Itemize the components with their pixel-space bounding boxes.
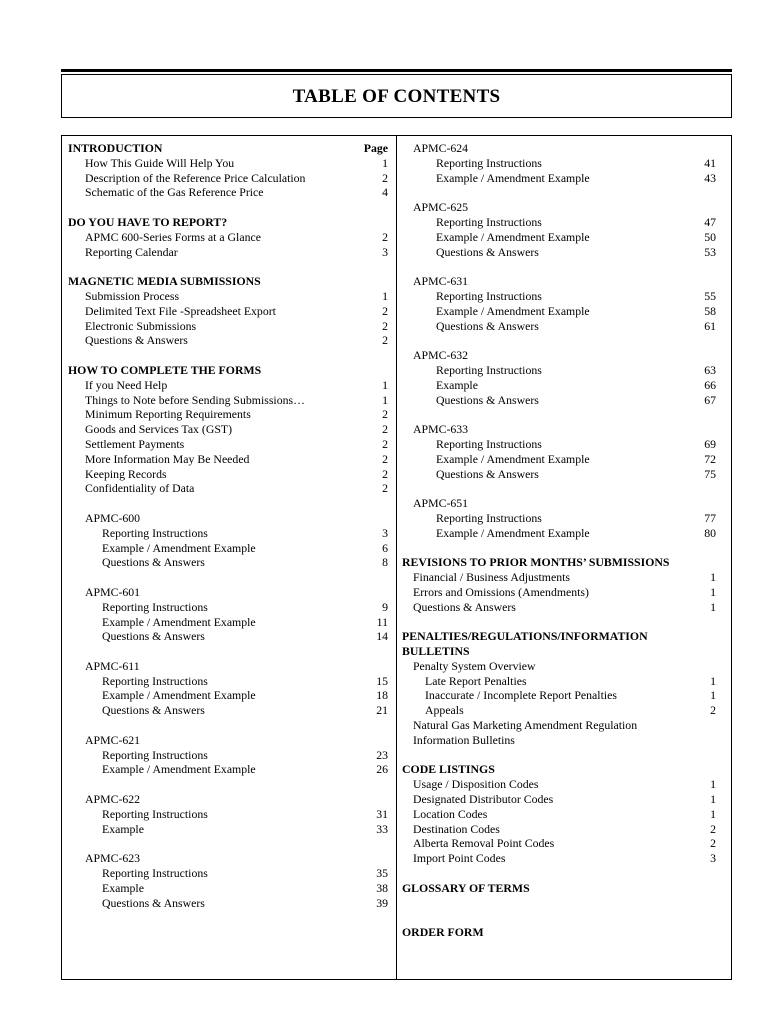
toc-entry-label: CODE LISTINGS xyxy=(402,762,495,777)
toc-entry[interactable] xyxy=(68,467,388,482)
toc-page-number: 41 xyxy=(704,155,716,170)
toc-entry-label: Questions & Answers xyxy=(436,392,539,407)
toc-entry[interactable] xyxy=(68,333,388,348)
toc-entry-label: Late Report Penalties xyxy=(425,673,527,688)
toc-page-number: 1 xyxy=(710,570,716,585)
toc-entry-label: ORDER FORM xyxy=(402,925,484,940)
toc-entry-label: Example / Amendment Example xyxy=(102,614,256,629)
toc-entry-label: Example / Amendment Example xyxy=(436,170,590,185)
toc-entry-label: Financial / Business Adjustments xyxy=(413,570,570,585)
toc-entry-label: Questions & Answers xyxy=(436,244,539,259)
spacer xyxy=(68,200,388,215)
spacer xyxy=(68,348,388,363)
toc-entry-label: Reporting Instructions xyxy=(102,747,208,762)
toc-entry[interactable] xyxy=(402,319,716,334)
toc-page-number: 2 xyxy=(382,436,388,451)
toc-entry[interactable] xyxy=(68,659,388,674)
toc-page-number: 47 xyxy=(704,214,716,229)
toc-page-number: 38 xyxy=(376,880,388,895)
toc-entry[interactable] xyxy=(402,141,716,156)
toc-page-number: 72 xyxy=(704,451,716,466)
spacer xyxy=(402,866,716,881)
toc-entry[interactable] xyxy=(402,688,716,703)
toc-entry-label: Reporting Instructions xyxy=(102,866,208,881)
toc-entry-label: MAGNETIC MEDIA SUBMISSIONS xyxy=(68,274,261,289)
toc-entry-label: Inaccurate / Incomplete Report Penalties xyxy=(425,688,617,703)
toc-entry[interactable] xyxy=(68,762,388,777)
toc-entry[interactable] xyxy=(68,615,388,630)
toc-entry[interactable] xyxy=(402,659,716,674)
toc-entry-label: How This Guide Will Help You xyxy=(85,155,235,170)
toc-entry[interactable] xyxy=(68,703,388,718)
toc-entry-label: Example / Amendment Example xyxy=(102,688,256,703)
toc-entry-label: Reporting Instructions xyxy=(436,436,542,451)
spacer xyxy=(68,496,388,511)
toc-entry-label: APMC-621 xyxy=(85,732,141,747)
toc-entry[interactable] xyxy=(402,437,716,452)
toc-entry-label: Delimited Text File -Spreadsheet Export xyxy=(85,303,276,318)
toc-page-number: 1 xyxy=(382,288,388,303)
toc-page-number: 1 xyxy=(710,792,716,807)
toc-entry-label: Example / Amendment Example xyxy=(102,762,256,777)
toc-right-column xyxy=(402,141,716,940)
toc-page-number: 3 xyxy=(382,525,388,540)
toc-entry[interactable] xyxy=(68,555,388,570)
toc-entry[interactable] xyxy=(402,674,716,689)
toc-entry[interactable] xyxy=(402,600,716,615)
spacer xyxy=(402,333,716,348)
toc-page-number: 63 xyxy=(704,362,716,377)
spacer xyxy=(68,836,388,851)
toc-section-heading[interactable] xyxy=(402,629,716,644)
toc-entry-label: REVISIONS TO PRIOR MONTHS’ SUBMISSIONS xyxy=(402,555,670,570)
toc-entry[interactable] xyxy=(402,585,716,600)
toc-entry-label: Reporting Instructions xyxy=(436,510,542,525)
toc-entry-label: Import Point Codes xyxy=(413,851,506,866)
toc-entry-label: INTRODUCTION xyxy=(68,141,163,155)
toc-page-number: 14 xyxy=(376,629,388,644)
toc-page-number: 2 xyxy=(710,703,716,718)
page-title: TABLE OF CONTENTS xyxy=(292,86,501,107)
toc-entry[interactable] xyxy=(68,748,388,763)
toc-page-number: 2 xyxy=(382,451,388,466)
toc-page-number: 15 xyxy=(376,673,388,688)
toc-entry[interactable] xyxy=(68,851,388,866)
toc-entry-label: Reporting Instructions xyxy=(436,155,542,170)
spacer xyxy=(68,644,388,659)
toc-entry-label: APMC-625 xyxy=(413,200,469,215)
toc-entry-label: Reporting Instructions xyxy=(102,599,208,614)
toc-entry-label: Settlement Payments xyxy=(85,436,185,451)
toc-page-number: 1 xyxy=(382,392,388,407)
toc-entry-label: Example / Amendment Example xyxy=(436,451,590,466)
toc-entry-label: Things to Note before Sending Submissions… xyxy=(85,392,305,407)
toc-page-number: 2 xyxy=(382,303,388,318)
toc-entry[interactable] xyxy=(402,171,716,186)
toc-entry[interactable] xyxy=(402,245,716,260)
toc-page-number: 2 xyxy=(382,481,388,496)
toc-entry-label: BULLETINS xyxy=(402,644,470,659)
toc-entry-label: APMC-600 xyxy=(85,510,141,525)
toc-entry-label: Destination Codes xyxy=(413,821,500,836)
toc-entry[interactable] xyxy=(402,733,716,748)
toc-entry[interactable] xyxy=(68,245,388,260)
toc-entry-label: Goods and Services Tax (GST) xyxy=(85,422,233,437)
toc-page-number: 50 xyxy=(704,229,716,244)
toc-entry[interactable] xyxy=(68,792,388,807)
toc-page-number: 67 xyxy=(704,392,716,407)
toc-page-number: 1 xyxy=(710,599,716,614)
toc-page-number: 8 xyxy=(382,555,388,570)
title-top-rule xyxy=(61,69,732,72)
toc-entry-label: APMC 600-Series Forms at a Glance xyxy=(85,229,261,244)
toc-page-number: 2 xyxy=(382,466,388,481)
toc-left-column xyxy=(68,141,388,910)
toc-entry[interactable] xyxy=(68,171,388,186)
toc-page-number: 1 xyxy=(710,777,716,792)
toc-entry-label: APMC-633 xyxy=(413,422,469,437)
toc-entry-label: Reporting Instructions xyxy=(436,362,542,377)
toc-section-heading[interactable] xyxy=(68,141,388,156)
toc-page-number: 1 xyxy=(710,688,716,703)
toc-page-number: 2 xyxy=(382,407,388,422)
toc-entry-label: Electronic Submissions xyxy=(85,318,197,333)
toc-entry-label: Confidentiality of Data xyxy=(85,481,195,496)
toc-entry[interactable] xyxy=(402,777,716,792)
toc-page-number: 3 xyxy=(382,244,388,259)
toc-section-heading[interactable] xyxy=(402,762,716,777)
toc-entry-label: Example xyxy=(102,880,144,895)
toc-section-heading[interactable] xyxy=(402,925,716,940)
toc-page-number: 4 xyxy=(382,185,388,200)
toc-entry[interactable] xyxy=(68,733,388,748)
toc-entry[interactable] xyxy=(402,511,716,526)
toc-entry-label: Reporting Instructions xyxy=(436,214,542,229)
toc-page-number: Page xyxy=(363,141,388,155)
spacer xyxy=(402,896,716,911)
toc-entry[interactable] xyxy=(402,807,716,822)
toc-entry[interactable] xyxy=(68,526,388,541)
toc-section-heading[interactable] xyxy=(68,215,388,230)
toc-entry-label: Location Codes xyxy=(413,806,488,821)
toc-entry[interactable] xyxy=(68,289,388,304)
toc-page-number: 2 xyxy=(382,318,388,333)
toc-section-heading[interactable] xyxy=(402,644,716,659)
toc-entry[interactable] xyxy=(402,496,716,511)
toc-entry-label: Questions & Answers xyxy=(436,318,539,333)
toc-page-number: 2 xyxy=(382,333,388,348)
spacer xyxy=(68,718,388,733)
toc-entry-label: Appeals xyxy=(425,703,464,718)
toc-page-number: 2 xyxy=(382,229,388,244)
toc-entry[interactable] xyxy=(68,437,388,452)
toc-page-number: 21 xyxy=(376,703,388,718)
toc-entry[interactable] xyxy=(68,319,388,334)
toc-entry-label: APMC-622 xyxy=(85,792,141,807)
spacer xyxy=(402,748,716,763)
toc-entry-label: If you Need Help xyxy=(85,377,168,392)
toc-entry-label: Reporting Instructions xyxy=(436,288,542,303)
toc-entry-label: APMC-601 xyxy=(85,584,141,599)
toc-entry[interactable] xyxy=(402,422,716,437)
toc-entry[interactable] xyxy=(402,836,716,851)
toc-entry[interactable] xyxy=(68,881,388,896)
toc-page-number: 39 xyxy=(376,895,388,910)
toc-entry[interactable] xyxy=(68,230,388,245)
toc-entry[interactable] xyxy=(68,541,388,556)
toc-entry-label: Example xyxy=(436,377,478,392)
toc-entry-label: Questions & Answers xyxy=(436,466,539,481)
toc-entry-label: Questions & Answers xyxy=(102,895,205,910)
toc-entry[interactable] xyxy=(68,393,388,408)
spacer xyxy=(402,259,716,274)
toc-entry[interactable] xyxy=(402,378,716,393)
toc-entry[interactable] xyxy=(402,570,716,585)
toc-page-number: 35 xyxy=(376,866,388,881)
toc-entry[interactable] xyxy=(402,703,716,718)
toc-page-number: 6 xyxy=(382,540,388,555)
toc-entry[interactable] xyxy=(402,200,716,215)
toc-entry[interactable] xyxy=(402,215,716,230)
toc-entry-label: Example xyxy=(102,821,144,836)
toc-entry[interactable] xyxy=(402,718,716,733)
toc-entry[interactable] xyxy=(402,348,716,363)
toc-entry-label: APMC-611 xyxy=(85,658,140,673)
toc-entry[interactable] xyxy=(68,378,388,393)
toc-entry[interactable] xyxy=(402,393,716,408)
toc-entry[interactable] xyxy=(402,822,716,837)
toc-page-number: 26 xyxy=(376,762,388,777)
toc-entry-label: More Information May Be Needed xyxy=(85,451,250,466)
toc-entry-label: APMC-632 xyxy=(413,348,469,363)
toc-entry[interactable] xyxy=(402,467,716,482)
toc-entry[interactable] xyxy=(68,674,388,689)
spacer xyxy=(402,185,716,200)
toc-entry-label: APMC-631 xyxy=(413,274,469,289)
toc-entry[interactable] xyxy=(68,585,388,600)
toc-entry[interactable] xyxy=(68,185,388,200)
toc-entry[interactable] xyxy=(68,511,388,526)
toc-entry-label: APMC-624 xyxy=(413,141,469,155)
toc-entry[interactable] xyxy=(68,866,388,881)
spacer xyxy=(402,407,716,422)
toc-entry[interactable] xyxy=(68,422,388,437)
toc-page-number: 61 xyxy=(704,318,716,333)
toc-page-number: 80 xyxy=(704,525,716,540)
toc-entry-label: Keeping Records xyxy=(85,466,167,481)
toc-page-number: 33 xyxy=(376,821,388,836)
toc-entry-label: Natural Gas Marketing Amendment Regulation xyxy=(413,718,638,733)
spacer xyxy=(68,259,388,274)
toc-entry[interactable] xyxy=(68,600,388,615)
toc-entry[interactable] xyxy=(68,156,388,171)
toc-section-heading[interactable] xyxy=(402,881,716,896)
toc-entry[interactable] xyxy=(68,822,388,837)
toc-entry-label: Questions & Answers xyxy=(102,629,205,644)
toc-page-number: 18 xyxy=(376,688,388,703)
toc-page-number: 11 xyxy=(376,614,388,629)
toc-section-heading[interactable] xyxy=(68,363,388,378)
toc-entry[interactable] xyxy=(402,526,716,541)
toc-page-number: 1 xyxy=(710,673,716,688)
toc-entry[interactable] xyxy=(402,289,716,304)
toc-entry-label: Alberta Removal Point Codes xyxy=(413,836,555,851)
toc-entry-label: Example / Amendment Example xyxy=(436,303,590,318)
toc-page-number: 53 xyxy=(704,244,716,259)
toc-page-number: 2 xyxy=(382,422,388,437)
toc-entry-label: Minimum Reporting Requirements xyxy=(85,407,251,422)
toc-page-number: 1 xyxy=(710,584,716,599)
toc-entry[interactable] xyxy=(68,807,388,822)
toc-entry-label: Questions & Answers xyxy=(413,599,516,614)
toc-page-number: 1 xyxy=(710,806,716,821)
toc-entry[interactable] xyxy=(402,452,716,467)
toc-entry-label: Reporting Instructions xyxy=(102,673,208,688)
toc-page-number: 55 xyxy=(704,288,716,303)
toc-entry[interactable] xyxy=(402,851,716,866)
toc-page-number: 31 xyxy=(376,806,388,821)
toc-entry[interactable] xyxy=(402,304,716,319)
toc-entry-label: Submission Process xyxy=(85,288,180,303)
toc-page-number: 75 xyxy=(704,466,716,481)
toc-page-number: 1 xyxy=(382,155,388,170)
toc-page-number: 77 xyxy=(704,510,716,525)
toc-entry[interactable] xyxy=(402,274,716,289)
toc-entry-label: Example / Amendment Example xyxy=(102,540,256,555)
toc-entry-label: Description of the Reference Price Calculation xyxy=(85,170,306,185)
toc-page-number: 69 xyxy=(704,436,716,451)
title-box xyxy=(61,74,732,118)
toc-entry-label: Reporting Calendar xyxy=(85,244,178,259)
toc-entry[interactable] xyxy=(68,481,388,496)
toc-entry-label: DO YOU HAVE TO REPORT? xyxy=(68,214,228,229)
toc-entry[interactable] xyxy=(68,629,388,644)
toc-entry-label: PENALTIES/REGULATIONS/INFORMATION xyxy=(402,629,648,644)
toc-entry[interactable] xyxy=(402,156,716,171)
toc-section-heading[interactable] xyxy=(402,555,716,570)
toc-entry-label: Reporting Instructions xyxy=(102,525,208,540)
toc-page-number: 3 xyxy=(710,851,716,866)
toc-entry[interactable] xyxy=(402,363,716,378)
toc-page-number: 23 xyxy=(376,747,388,762)
toc-page-number: 9 xyxy=(382,599,388,614)
toc-entry-label: Example / Amendment Example xyxy=(436,229,590,244)
toc-entry-label: Schematic of the Gas Reference Price xyxy=(85,185,264,200)
spacer xyxy=(68,570,388,585)
toc-entry[interactable] xyxy=(68,896,388,911)
toc-entry[interactable] xyxy=(68,452,388,467)
spacer xyxy=(68,777,388,792)
toc-page-number: 66 xyxy=(704,377,716,392)
spacer xyxy=(402,481,716,496)
toc-entry-label: GLOSSARY OF TERMS xyxy=(402,880,530,895)
toc-entry-label: Questions & Answers xyxy=(85,333,188,348)
toc-entry-label: Usage / Disposition Codes xyxy=(413,777,539,792)
toc-entry[interactable] xyxy=(68,407,388,422)
toc-entry-label: Example / Amendment Example xyxy=(436,525,590,540)
toc-entry[interactable] xyxy=(68,688,388,703)
toc-section-heading[interactable] xyxy=(68,274,388,289)
toc-entry-label: Errors and Omissions (Amendments) xyxy=(413,584,589,599)
toc-entry-label: APMC-623 xyxy=(85,851,141,866)
toc-page-number: 1 xyxy=(382,377,388,392)
column-divider xyxy=(396,136,397,979)
toc-entry-label: APMC-651 xyxy=(413,496,469,511)
spacer xyxy=(402,910,716,925)
toc-page-number: 2 xyxy=(710,836,716,851)
toc-entry-label: HOW TO COMPLETE THE FORMS xyxy=(68,362,262,377)
toc-page-number: 43 xyxy=(704,170,716,185)
toc-entry-label: Designated Distributor Codes xyxy=(413,792,554,807)
toc-entry-label: Questions & Answers xyxy=(102,555,205,570)
toc-page-number: 2 xyxy=(382,170,388,185)
toc-page-number: 58 xyxy=(704,303,716,318)
spacer xyxy=(402,541,716,556)
toc-entry[interactable] xyxy=(402,230,716,245)
toc-entry-label: Reporting Instructions xyxy=(102,806,208,821)
toc-entry[interactable] xyxy=(68,304,388,319)
toc-page-number: 2 xyxy=(710,821,716,836)
spacer xyxy=(402,615,716,630)
toc-entry-label: Penalty System Overview xyxy=(413,658,536,673)
toc-entry[interactable] xyxy=(402,792,716,807)
toc-entry-label: Information Bulletins xyxy=(413,732,515,747)
toc-entry-label: Questions & Answers xyxy=(102,703,205,718)
